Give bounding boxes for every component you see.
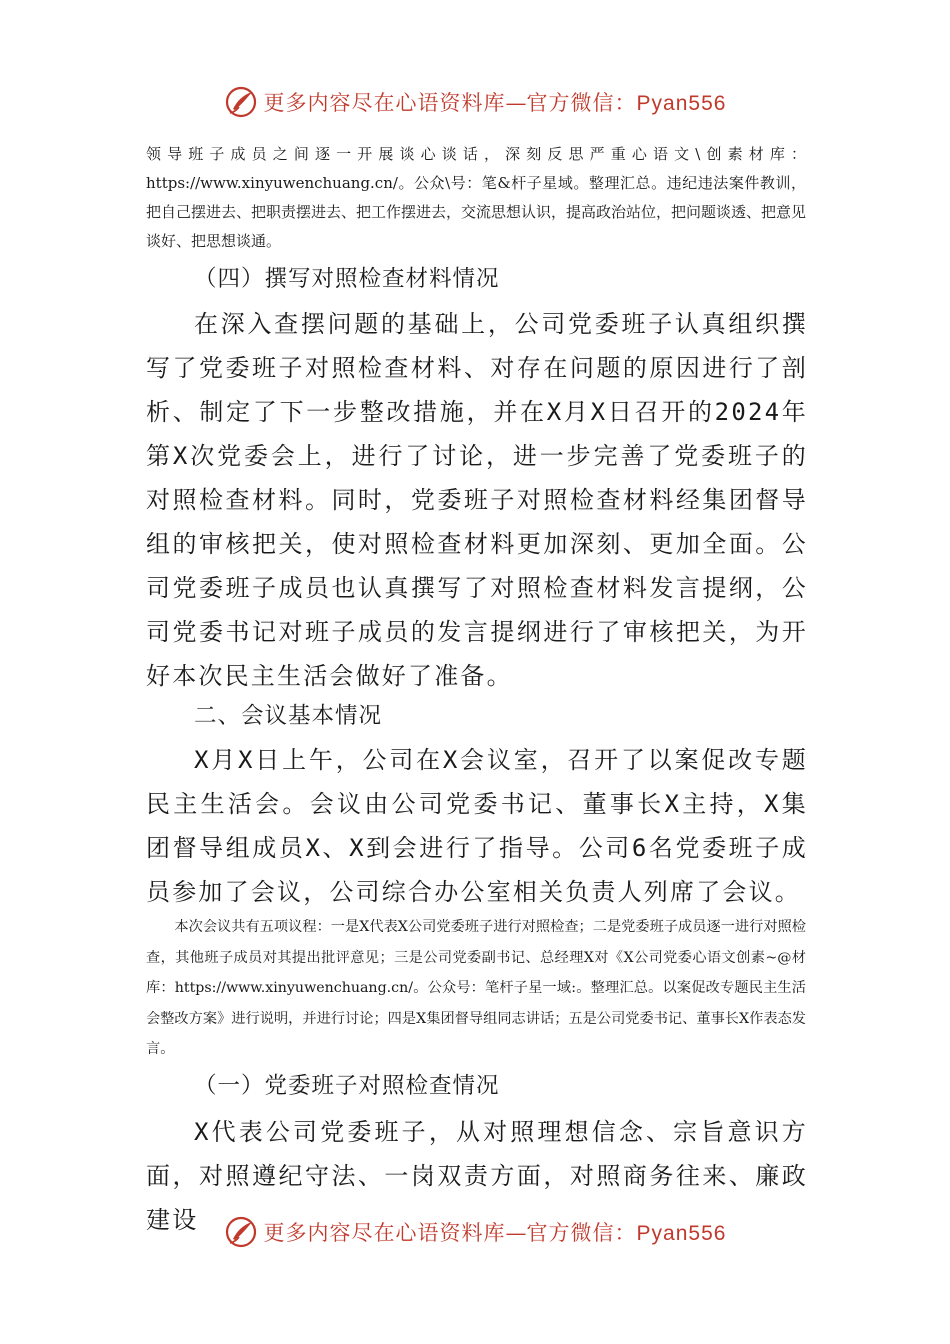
pen-logo-icon [224, 1215, 258, 1249]
banner-text [264, 87, 727, 117]
pen-logo-icon [224, 85, 258, 119]
agenda-text: 本次会议共有五项议程：一是X代表X公司党委班子进行对照检查；二是党委班子成员逐一进行对照检查，其他班子成员对其提出批评意见；三是公司党委副书记、总经理X对《X公司党委心语文创素~@材库：https://www.xinyuwenchuang.cn/。公众号：笔杆子星一域:。整理汇总。以案促改专题民主生活会整改方案》进行说明，并进行讨论；四是X集团督导组同志讲话；五是公司党委书记、董事长X作表态发言。 [146, 919, 806, 1057]
section4-paragraph [146, 302, 808, 698]
banner-wechat: Pyan556 [636, 92, 727, 115]
banner-suffix: 官方微信： [526, 91, 637, 115]
banner-title: 更多内容尽在心语资料库 [263, 1221, 506, 1245]
intro-text: 领导班子成员之间逐一开展谈心谈话，深刻反思严重心语文\创素材库：https://www.xinyuwenchuang.cn/。公众\号：笔&杆子星域。整理汇总。违纪违法案件教训，把自己摆进去、把职责摆进去、把工作摆进去，交流思想认识，提高政治站位，把问题谈透、把意见谈好、把思想谈通。 [146, 145, 807, 250]
part2-heading: 二、会议基本情况 [194, 703, 383, 729]
banner-dash: — [505, 91, 527, 115]
intro-paragraph [146, 140, 806, 256]
banner-wechat: Pyan556 [636, 1222, 727, 1245]
footer-banner [0, 1212, 950, 1252]
banner-text [264, 1217, 727, 1247]
section1-heading: （一）党委班子对照检查情况 [194, 1073, 500, 1099]
section4-heading: （四）撰写对照检查材料情况 [194, 266, 500, 292]
banner-title: 更多内容尽在心语资料库 [263, 91, 506, 115]
part2-paragraph [146, 738, 808, 914]
agenda-paragraph [146, 912, 806, 1065]
banner-dash: — [505, 1221, 527, 1245]
section1-text: X代表公司党委班子，从对照理想信念、宗旨意识方面，对照遵纪守法、一岗双责方面，对照商务往来、廉政建设 [146, 1118, 808, 1234]
part2-text: X月X日上午，公司在X会议室，召开了以案促改专题民主生活会。会议由公司党委书记、董事长X主持，X集团督导组成员X、X到会进行了指导。公司6名党委班子成员参加了会议，公司综合办公室相关负责人列席了会议。 [146, 746, 808, 906]
section4-text: 在深入查摆问题的基础上，公司党委班子认真组织撰写了党委班子对照检查材料、对存在问题的原因进行了剖析、制定了下一步整改措施，并在X月X日召开的2024年第X次党委会上，进行了讨论，进一步完善了党委班子的对照检查材料。同时，党委班子对照检查材料经集团督导组的审核把关，使对照检查材料更加深刻、更加全面。公司党委班子成员也认真撰写了对照检查材料发言提纲，公司党委书记对班子成员的发言提纲进行了审核把关，为开好本次民主生活会做好了准备。 [146, 310, 808, 690]
header-banner [0, 82, 950, 122]
banner-suffix: 官方微信： [526, 1221, 637, 1245]
